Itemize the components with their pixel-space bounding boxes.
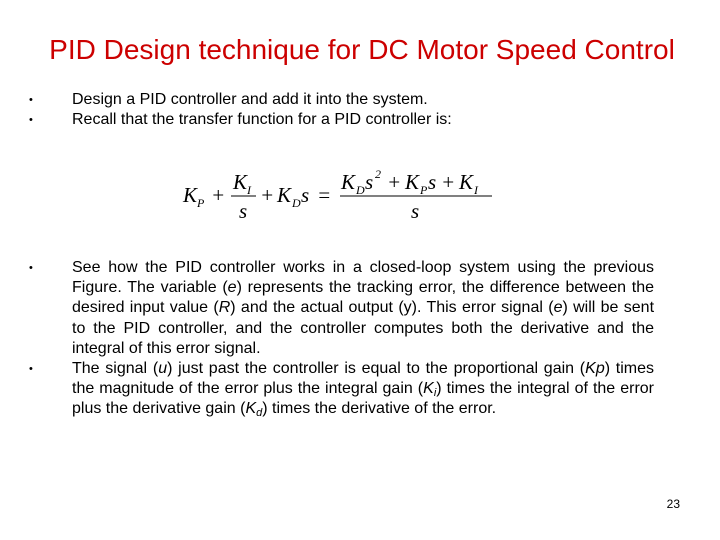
formula-operator: + [441, 170, 456, 194]
formula-subscript: I [247, 183, 251, 197]
variable-e: e [553, 299, 563, 317]
formula-term: s [365, 170, 374, 194]
bullet-item [0, 110, 654, 130]
formula-subscript: D [356, 183, 365, 197]
formula-term: K [459, 170, 474, 194]
bullet-item [0, 359, 654, 420]
bullet-list-bottom [0, 258, 654, 420]
slide-title: PID Design technique for DC Motor Speed Control [49, 33, 675, 65]
text-run: ) times the magnitude of the error plus the integral gain ( [72, 360, 655, 398]
text-run: ) represents the tracking error, the difference between the desired input value ( [72, 279, 654, 317]
bullet-text [72, 359, 654, 420]
formula-subscript: D [292, 196, 301, 210]
bullet-dot-icon: • [29, 262, 33, 274]
text-run: ) times the derivative of the error. [262, 400, 497, 418]
page-number: 23 [666, 497, 680, 511]
formula-subscript: P [420, 183, 428, 197]
formula-term: K [341, 170, 356, 194]
formula-term: s [301, 183, 310, 207]
text-run: ) will be sent to the PID controller, and the controller computes both the derivative and the integral of this error signal. [72, 299, 655, 357]
bullet-text [72, 258, 654, 359]
variable-r: R [218, 299, 231, 317]
bullet-text: Recall that the transfer function for a PID controller is: [72, 111, 452, 129]
bullet-dot-icon: • [29, 94, 33, 106]
text-run: ) and the actual output (y). This error signal ( [230, 299, 554, 317]
formula-term: K [277, 183, 292, 207]
variable-kd: K [245, 400, 257, 418]
variable-u: u [158, 360, 168, 378]
text-run: ) just past the controller is equal to the proportional gain ( [167, 360, 586, 378]
formula-operator: + [260, 183, 275, 207]
formula-term: s [428, 170, 437, 194]
variable-ki: K [423, 380, 434, 398]
formula-operator: = [317, 183, 332, 207]
formula-subscript: I [474, 183, 478, 197]
subscript-d: d [256, 407, 263, 420]
formula-term: K [233, 170, 248, 194]
formula-exponent: 2 [375, 168, 381, 181]
pid-transfer-function-formula [180, 168, 500, 230]
formula-term: K [405, 170, 420, 194]
bullet-text: Design a PID controller and add it into the system. [72, 91, 428, 108]
bullet-list-top [0, 90, 654, 130]
variable-kp: Kp [585, 360, 605, 378]
formula-graphic [180, 168, 500, 230]
formula-operator: + [211, 183, 226, 207]
text-run: The signal ( [72, 360, 159, 378]
formula-term: K [183, 183, 198, 207]
bullet-dot-icon: • [29, 114, 33, 127]
text-run: See how the PID controller works in a closed-loop system using the previous Figure. The variable ( [72, 259, 654, 297]
text-run: ) times the integral of the error plus the derivative gain ( [72, 380, 655, 418]
formula-term: s [239, 199, 248, 223]
formula-subscript: P [197, 196, 205, 210]
bullet-item [0, 258, 654, 359]
formula-operator: + [387, 170, 402, 194]
formula-term: s [411, 199, 420, 223]
subscript-i: i [433, 387, 437, 400]
variable-e: e [227, 279, 237, 297]
bullet-dot-icon: • [29, 363, 33, 376]
bullet-item [0, 90, 654, 110]
